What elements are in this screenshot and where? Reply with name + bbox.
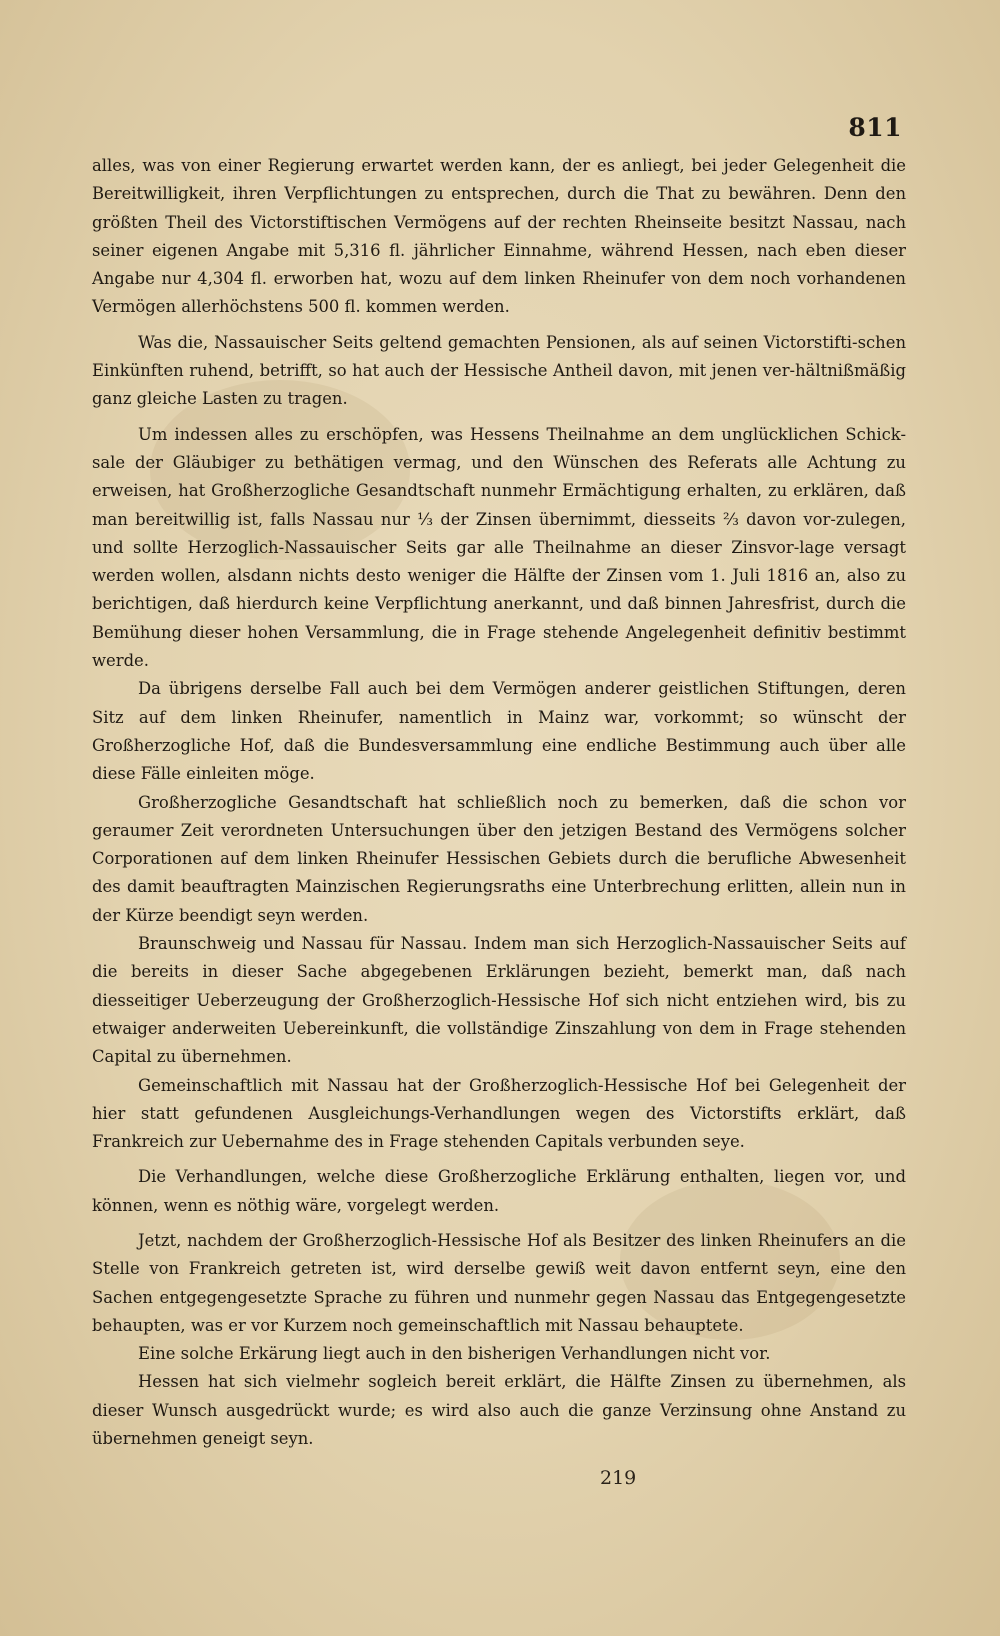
paragraph: Da übrigens derselbe Fall auch bei dem Vermögen anderer geistlichen Stiftungen, deren Sitz auf dem linken Rheinufer, namentlich in Mainz war, vorkommt; so wünscht der Großherzogliche Hof, daß die Bundesversammlung eine endliche Bestimmung auch über alle diese Fälle einleiten möge. <box>92 679 906 784</box>
paragraph: Großherzogliche Gesandtschaft hat schließlich noch zu bemerken, daß die schon vor geraumer Zeit verordneten Untersuchungen über den jetzigen Bestand des Vermögens solcher Corporationen auf dem linken Rheinufer Hessischen Gebiets durch die berufliche Abwesenheit des damit beauftragten Mainzischen Regierungsraths eine Unterbrechung erlitten, allein nun in der Kürze beendigt seyn werden. <box>92 792 906 925</box>
paragraph: alles, was von einer Regierung erwartet werden kann, der es anliegt, bei jeder Gelegenheit die Bereitwilligkeit, ihren Verpflichtungen zu entsprechen, durch die That zu bewähren. Denn den größten Theil des Victorstiftischen Vermögens auf der rechten Rheinseite besitzt Nassau, nach seiner eigenen Angabe mit 5,316 fl. jährlicher Einnahme, während Hessen, nach eben dieser Angabe nur 4,304 fl. erworben hat, wozu auf dem linken Rheinufer von dem noch vorhandenen Vermögen allerhöchstens 500 fl. kommen werden. <box>92 156 906 317</box>
paragraph: Eine solche Erkärung liegt auch in den bisherigen Verhandlungen nicht vor. <box>138 1344 771 1364</box>
body-text <box>92 152 906 1453</box>
page-number: 811 <box>848 113 902 142</box>
paragraph: Braunschweig und Nassau für Nassau. Indem man sich Herzoglich-Nassauischer Seits auf die bereits in dieser Sache abgegebenen Erklärungen bezieht, bemerkt man, daß nach diesseitiger Ueberzeugung der Großherzoglich-Hessische Hof sich nicht entziehen wird, bis zu etwaiger anderweiten Uebereinkunft, die vollständige Zinszahlung von dem in Frage stehenden Capital zu übernehmen. <box>92 934 906 1067</box>
paragraph: Was die, Nassauischer Seits geltend gemachten Pensionen, als auf seinen Victorstifti-schen Einkünften ruhend, betrifft, so hat auch der Hessische Antheil davon, mit jenen ver-hältnißmäßig ganz gleiche Lasten zu tragen. <box>92 332 906 409</box>
paragraph: Gemeinschaftlich mit Nassau hat der Großherzoglich-Hessische Hof bei Gelegenheit der hier statt gefundenen Ausgleichungs-Verhandlungen wegen des Victorstifts erklärt, daß Frankreich zur Uebernahme des in Frage stehenden Capitals verbunden seye. <box>92 1075 906 1152</box>
paragraph: Hessen hat sich vielmehr sogleich bereit erklärt, die Hälfte Zinsen zu übernehmen, als dieser Wunsch ausgedrückt wurde; es wird also auch die ganze Verzinsung ohne Anstand zu übernehmen geneigt seyn. <box>92 1372 906 1449</box>
paragraph: Die Verhandlungen, welche diese Großherzogliche Erklärung enthalten, liegen vor, und können, wenn es nöthig wäre, vorgelegt werden. <box>92 1167 906 1215</box>
paragraph: Jetzt, nachdem der Großherzoglich-Hessische Hof als Besitzer des linken Rheinufers an die Stelle von Frankreich getreten ist, wird derselbe gewiß weit davon entfernt seyn, eine den Sachen entgegengesetzte Sprache zu führen und nunmehr gegen Nassau das Entgegengesetzte behaupten, was er vor Kurzem noch gemeinschaftlich mit Nassau behauptete. <box>92 1230 906 1335</box>
paragraph: Um indessen alles zu erschöpfen, was Hessens Theilnahme an dem unglücklichen Schick-sale der Gläubiger zu bethätigen vermag, und den Wünschen des Referats alle Achtung zu erweisen, hat Großherzogliche Gesandtschaft nunmehr Ermächtigung erhalten, zu erklären, daß man bereitwillig ist, falls Nassau nur ⅓ der Zinsen übernimmt, diesseits ⅔ davon vor-zulegen, und sollte Herzoglich-Nassauischer Seits gar alle Theilnahme an dieser Zinsvor-lage versagt werden wollen, alsdann nichts desto weniger die Hälfte der Zinsen vom 1. Juli 1816 an, also zu berichtigen, daß hierdurch keine Verpflichtung anerkannt, und daß binnen Jahresfrist, durch die Bemühung dieser hohen Versammlung, die in Frage stehende Angelegenheit definitiv bestimmt werde. <box>92 424 906 671</box>
signature-mark: 219 <box>600 1467 637 1489</box>
